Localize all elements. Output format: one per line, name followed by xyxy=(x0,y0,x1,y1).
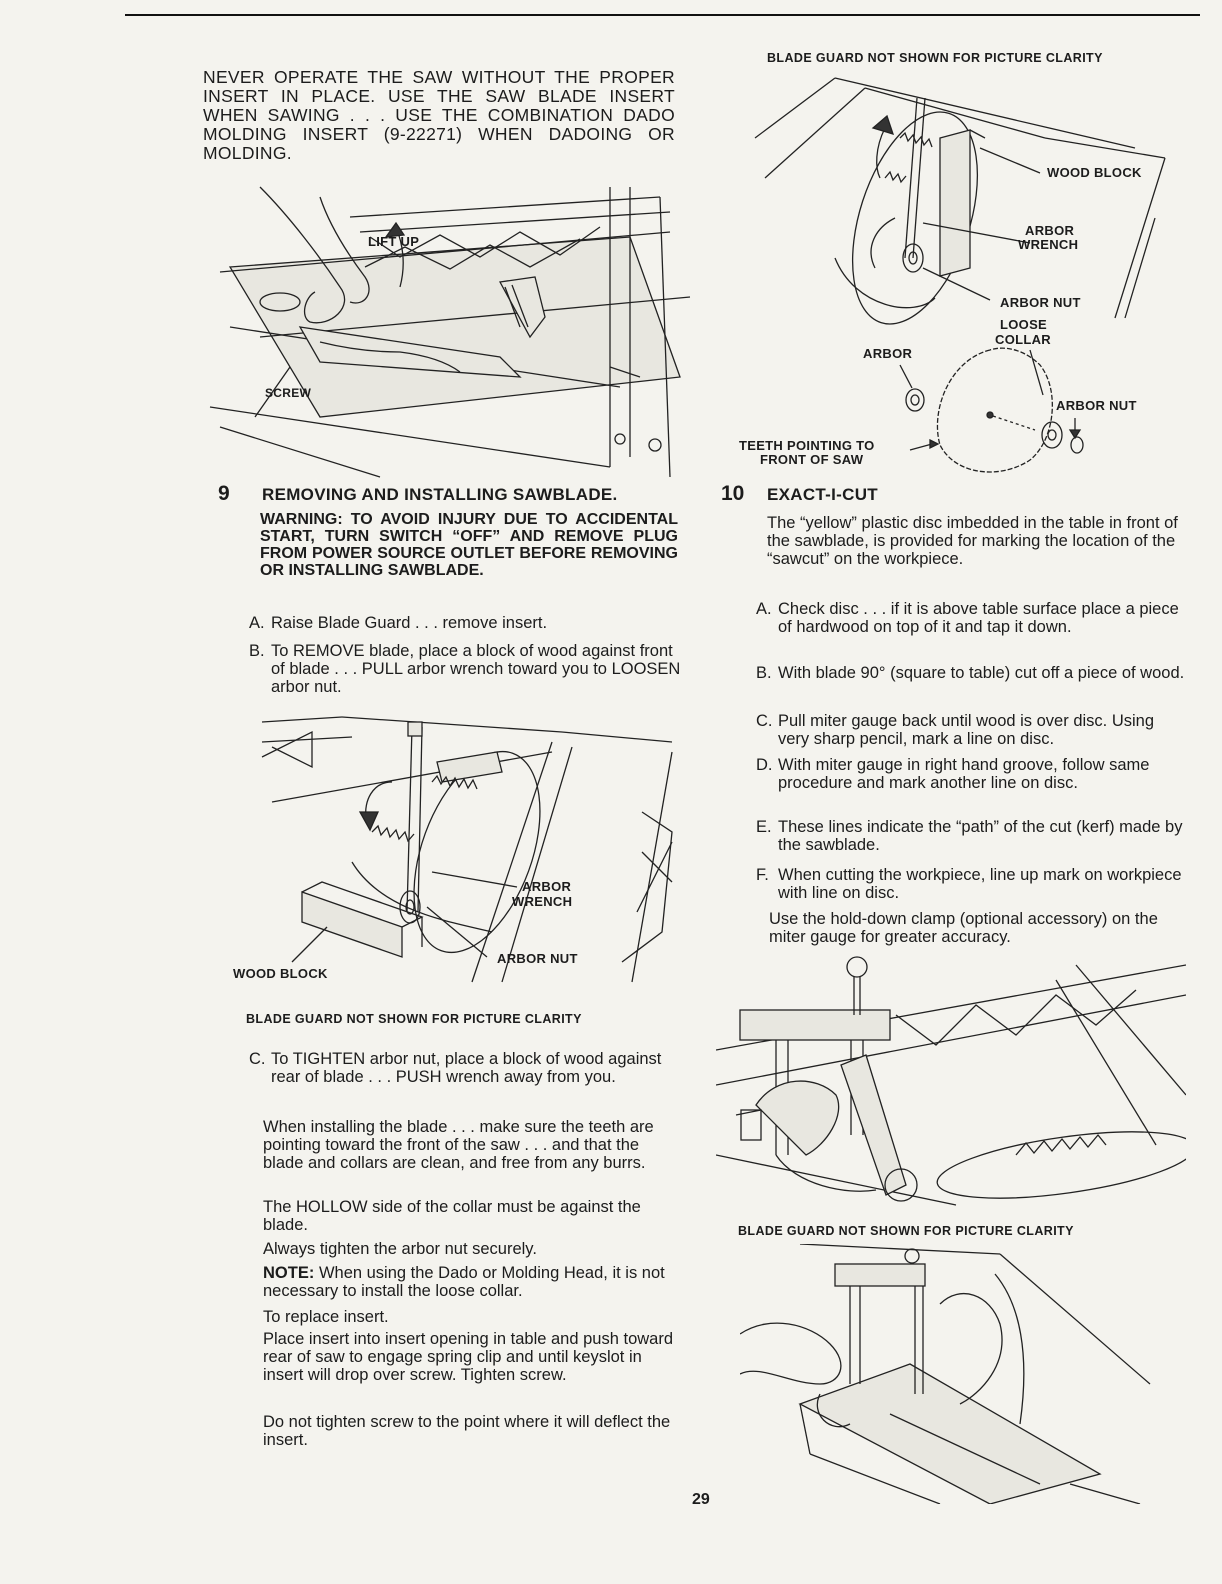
section-9-step-c xyxy=(249,1050,681,1086)
teeth-label-line2: FRONT OF SAW xyxy=(760,452,864,467)
note-paragraph xyxy=(263,1264,683,1300)
step-text: Check disc . . . if it is above table surface place a piece of hardwood on top of it and tap it down. xyxy=(778,600,1179,636)
loose-collar-label-line1: LOOSE xyxy=(1000,317,1048,332)
arbor-wrench-label-top-line1: ARBOR xyxy=(1025,223,1075,238)
step-text: When cutting the workpiece, line up mark on workpiece with line on disc. xyxy=(778,866,1182,902)
replace-insert-title: To replace insert. xyxy=(263,1308,389,1326)
arbor-wrench-label-line2: WRENCH xyxy=(512,894,573,909)
figure-caption-left: BLADE GUARD NOT SHOWN FOR PICTURE CLARITY xyxy=(246,1012,582,1026)
blade-removal-illustration xyxy=(232,712,682,992)
section-10-step-a xyxy=(756,600,1186,636)
section-10-intro: The “yellow” plastic disc imbedded in the table in front of the sawblade, is provided for marking the location of the “sawcut” on the workpiece. xyxy=(767,514,1178,568)
section-10-step-e xyxy=(756,818,1186,854)
arbor-label: ARBOR xyxy=(863,346,913,361)
section-9-step-a xyxy=(249,614,681,632)
tighten-nut-paragraph: Always tighten the arbor nut securely. xyxy=(263,1240,537,1258)
section-10-step-f xyxy=(756,866,1186,902)
step-key: C. xyxy=(249,1050,266,1068)
insert-removal-illustration xyxy=(200,172,700,482)
top-rule xyxy=(125,14,1200,16)
marking-disc-illustration xyxy=(740,1244,1160,1504)
loose-collar-label-line2: COLLAR xyxy=(995,332,1051,347)
section-10-step-d xyxy=(756,756,1186,792)
figure-caption-bottom-right: BLADE GUARD NOT SHOWN FOR PICTURE CLARITY xyxy=(738,1224,1074,1238)
step-key: D. xyxy=(756,756,773,774)
replace-insert-paragraph: Place insert into insert opening in table and push toward rear of saw to engage spring clip and until keyslot in insert will drop over screw. Tighten screw. xyxy=(263,1330,674,1384)
miter-gauge-illustration xyxy=(716,955,1186,1220)
screw-label: SCREW xyxy=(265,386,312,400)
step-key: F. xyxy=(756,866,769,884)
step-text: With miter gauge in right hand groove, follow same procedure and mark another line on disc. xyxy=(778,756,1150,792)
lift-up-label: LIFT UP xyxy=(368,234,420,249)
step-text: Pull miter gauge back until wood is over disc. Using very sharp pencil, mark a line on disc. xyxy=(778,712,1155,748)
step-key: C. xyxy=(756,712,773,730)
section-10-title: EXACT-I-CUT xyxy=(767,485,878,504)
installing-blade-paragraph: When installing the blade . . . make sure the teeth are pointing toward the front of the saw . . . and that the blade and collars are clean, and free from any burrs. xyxy=(263,1118,654,1172)
step-key: B. xyxy=(756,664,772,682)
step-key: B. xyxy=(249,642,265,660)
arbor-nut-label: ARBOR NUT xyxy=(497,951,578,966)
step-text: To REMOVE blade, place a block of wood against front of blade . . . PULL arbor wrench toward you to LOOSEN arbor nut. xyxy=(271,642,681,696)
step-text: These lines indicate the “path” of the cut (kerf) made by the sawblade. xyxy=(778,818,1183,854)
section-9-warning: WARNING: TO AVOID INJURY DUE TO ACCIDENTAL START, TURN SWITCH “OFF” AND REMOVE PLUG FROM POWER SOURCE OUTLET BEFORE REMOVING OR INSTALLING SAWBLADE. xyxy=(260,511,678,579)
deflect-warning-paragraph: Do not tighten screw to the point where it will deflect the insert. xyxy=(263,1413,671,1449)
teeth-label-line1: TEETH POINTING TO xyxy=(739,438,875,453)
section-9-step-b xyxy=(249,642,681,696)
figure-caption-top-right: BLADE GUARD NOT SHOWN FOR PICTURE CLARITY xyxy=(767,51,1103,65)
step-key: A. xyxy=(249,614,265,632)
step-key: E. xyxy=(756,818,772,836)
wood-block-label: WOOD BLOCK xyxy=(233,966,328,981)
section-10-step-c xyxy=(756,712,1186,748)
arbor-wrench-label-top-line2: WRENCH xyxy=(1018,237,1079,252)
section-10-step-b xyxy=(756,664,1186,682)
section-10-closing: Use the hold-down clamp (optional accessory) on the miter gauge for greater accuracy. xyxy=(769,910,1158,946)
note-text: When using the Dado or Molding Head, it is not necessary to install the loose collar. xyxy=(263,1264,665,1300)
section-10-number: 10 xyxy=(721,482,745,505)
step-text: Raise Blade Guard . . . remove insert. xyxy=(271,614,548,632)
arbor-nut-label-top: ARBOR NUT xyxy=(1000,295,1081,310)
hollow-side-paragraph: The HOLLOW side of the collar must be against the blade. xyxy=(263,1198,641,1234)
section-9-title: REMOVING AND INSTALLING SAWBLADE. xyxy=(262,485,618,504)
section-9-number: 9 xyxy=(218,482,230,505)
wood-block-label-top: WOOD BLOCK xyxy=(1047,165,1142,180)
arbor-nut-label-exploded: ARBOR NUT xyxy=(1056,398,1137,413)
step-text: With blade 90° (square to table) cut off a piece of wood. xyxy=(778,664,1185,682)
arbor-wrench-illustration xyxy=(745,68,1175,338)
step-text: To TIGHTEN arbor nut, place a block of wood against rear of blade . . . PUSH wrench away from you. xyxy=(271,1050,662,1086)
page-number: 29 xyxy=(692,1491,710,1508)
note-label: NOTE: xyxy=(263,1264,315,1282)
insert-warning: NEVER OPERATE THE SAW WITHOUT THE PROPER INSERT IN PLACE. USE THE SAW BLADE INSERT WHEN SAWING . . . USE THE COMBINATION DADO MOLDING INSERT (9-22271) WHEN DADOING OR MOLDING. xyxy=(203,67,675,163)
step-key: A. xyxy=(756,600,772,618)
arbor-wrench-label-line1: ARBOR xyxy=(522,879,572,894)
